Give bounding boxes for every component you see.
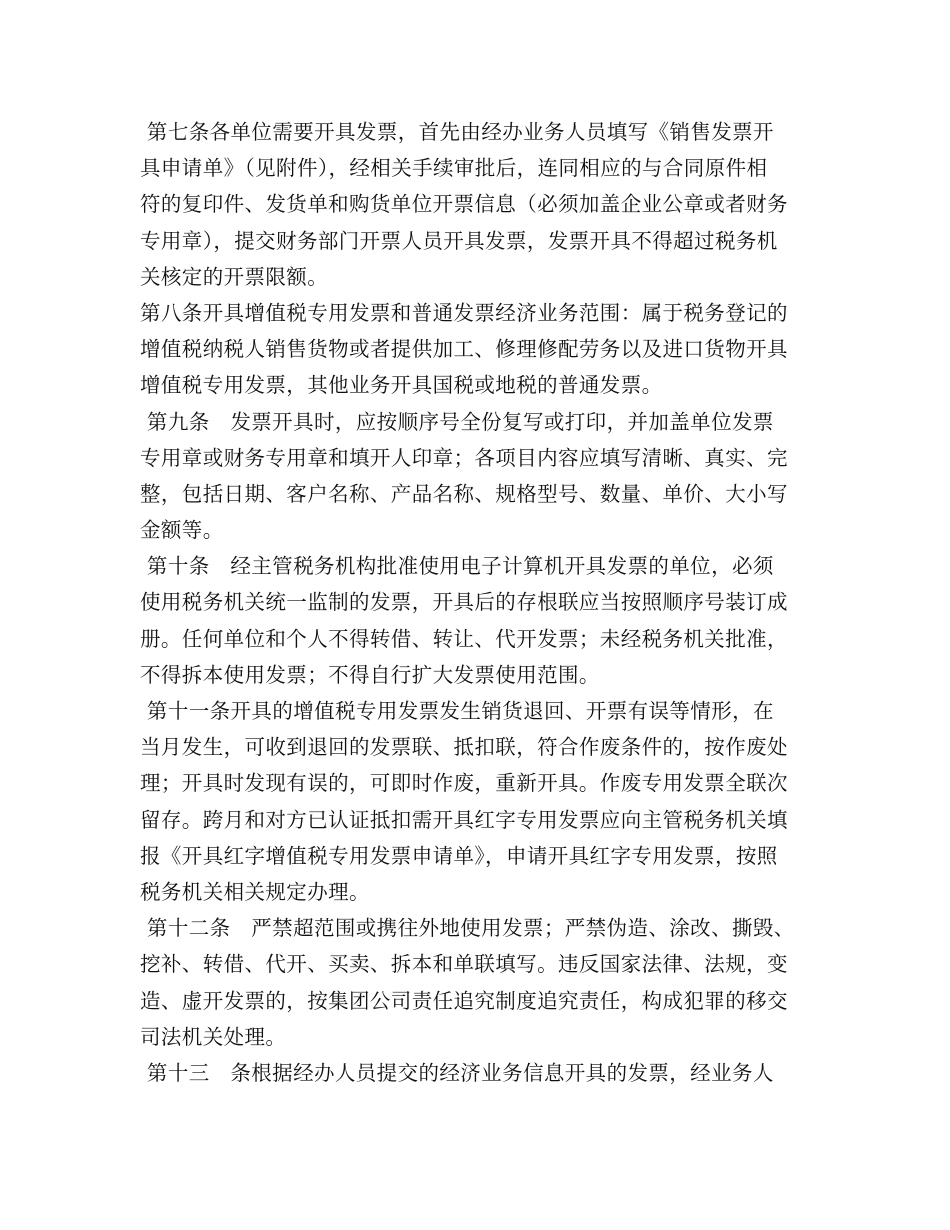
text-line: 第十二条 严禁超范围或携往外地使用发票；严禁伪造、涂改、撕毁、	[140, 916, 795, 941]
text-line: 造、虚开发票的，按集团公司责任追究制度追究责任，构成犯罪的移交	[140, 988, 788, 1013]
text-line: 关核定的开票限额。	[140, 264, 329, 289]
text-line: 第十条 经主管税务机构批准使用电子计算机开具发票的单位，必须	[140, 554, 774, 579]
text-line: 挖补、转借、代开、买卖、拆本和单联填写。违反国家法律、法规，变	[140, 952, 788, 977]
text-line: 专用章），提交财务部门开票人员开具发票，发票开具不得超过税务机	[140, 228, 778, 253]
text-line: 留存。跨月和对方已认证抵扣需开具红字专用发票应向主管税务机关填	[140, 807, 788, 832]
document-body	[140, 114, 830, 1091]
text-line: 整，包括日期、客户名称、产品名称、规格型号、数量、单价、大小写	[140, 481, 788, 506]
text-line: 金额等。	[140, 518, 224, 543]
text-line: 具申请单》（见附件），经相关手续审批后，连同相应的与合同原件相	[140, 156, 768, 181]
text-line: 理；开具时发现有误的，可即时作废，重新开具。作废专用发票全联次	[140, 771, 788, 796]
text-line: 第十一条开具的增值税专用发票发生销货退回、开票有误等情形，在	[140, 699, 774, 723]
text-line: 不得拆本使用发票；不得自行扩大发票使用范围。	[140, 662, 600, 687]
text-line: 增值税专用发票，其他业务开具国税或地税的普通发票。	[140, 373, 663, 398]
text-line: 使用税务机关统一监制的发票，开具后的存根联应当按照顺序号装订成	[140, 590, 788, 615]
text-line: 报《开具红字增值税专用发票申请单》，申请开具红字专用发票，按照	[140, 843, 778, 868]
text-line: 增值税纳税人销售货物或者提供加工、修理修配劳务以及进口货物开具	[140, 337, 788, 362]
text-line: 税务机关相关规定办理。	[140, 879, 370, 904]
text-line: 专用章或财务专用章和填开人印章；各项目内容应填写清晰、真实、完	[140, 445, 788, 470]
text-line: 第八条开具增值税专用发票和普通发票经济业务范围：属于税务登记的	[140, 300, 788, 325]
text-line: 符的复印件、发货单和购货单位开票信息（必须加盖企业公章或者财务	[140, 192, 788, 217]
text-line: 当月发生，可收到退回的发票联、抵扣联，符合作废条件的，按作废处	[140, 735, 788, 760]
text-line: 册。任何单位和个人不得转借、转让、代开发票；未经税务机关批准，	[140, 626, 788, 651]
text-line: 第十三 条根据经办人员提交的经济业务信息开具的发票，经业务人	[140, 1060, 774, 1085]
text-line: 第九条 发票开具时，应按顺序号全份复写或打印，并加盖单位发票	[140, 409, 774, 434]
text-line: 司法机关处理。	[140, 1024, 287, 1049]
text-line: 第七条各单位需要开具发票，首先由经办业务人员填写《销售发票开	[140, 120, 774, 144]
